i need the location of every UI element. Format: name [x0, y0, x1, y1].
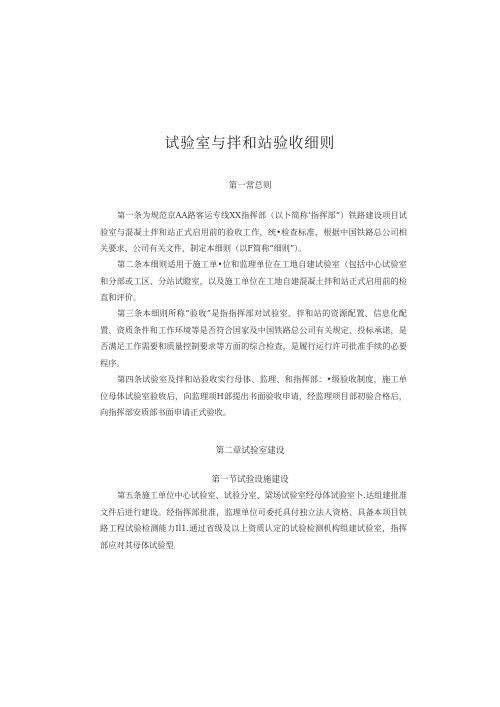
- paragraph-article-5: 第五条施工单位中心试验室、试验分室、梁场试验室经母体试验室卜.达组建批准文件后进行建设。经指挥部批准，监理单位可委托具付独立法人资格、具备本项目铁路工程试验检测能力Il1.通过省级及以上资质认定的试验检测机构组建试验室，指挥部应对其母体试验型: [100, 490, 407, 550]
- paragraph-article-4: 第四条试验室及拌和站验收实行母体、监理、和指挥部：•级验收制度，施工单位母体试验室验收后，向监理项H部提出书面验收申请，经监理项目部初验合格后，向指挥部安质部书面申请正式验收。: [100, 374, 407, 417]
- section-1-heading: 第一节试验设施建设: [211, 475, 289, 485]
- paragraph-article-3: 第三条本细则所称“验收”是指指挥部对试验室、拌和站的资源配置、信息化配置、资质条件和工作环境等是否符合国家及中国铁路总公司有关规定、投标承诺，是否满足工作需要和质量控制要求等方面的综合检查，是履行运行许可批准手续的必要程序。: [100, 308, 407, 368]
- paragraph-article-2: 第二条本细则适用于施工单•位和监理单位在工地自建试验室（包括中心试验室和分部或工区、分站试瞪室，以及施工单位在工地自建混凝土拌和站正式启用前的检直和评价。: [100, 259, 407, 302]
- chapter-2-heading: 第二章试验室建设: [215, 446, 285, 456]
- document-title: 试验室与拌和站验收细则: [164, 136, 336, 152]
- chapter-1-heading: 第一常总则: [228, 181, 272, 191]
- paragraph-article-1: 第一条为规范京AA路客运专线XX指挥部（以卜简称‘指挥部”）铁路建设项目试验室与混凝土拌和站正式启用前的验收工作，统•检查标准，根据中国铁路总公司相关要求、公司有关文件，制定本细则（以F简称“细则”）。: [100, 210, 407, 253]
